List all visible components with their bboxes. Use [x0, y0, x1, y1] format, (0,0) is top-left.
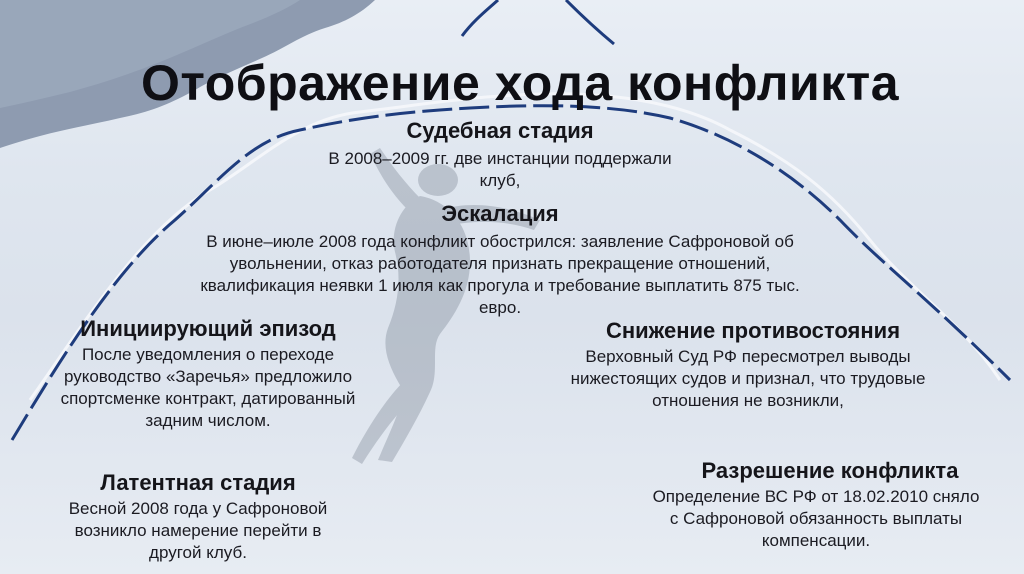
deescalation-line: отношения не возникли,	[652, 391, 844, 410]
judicial-stage-text	[240, 148, 760, 192]
deescalation-text	[508, 346, 988, 412]
resolution-line: компенсации.	[761, 531, 871, 550]
escalation-line: увольнении, отказ работодателя признать прекращение отношений,	[229, 254, 771, 273]
escalation-heading: Эскалация	[441, 201, 559, 226]
latent-stage-heading: Латентная стадия	[100, 470, 296, 495]
initiating-episode-text	[28, 344, 388, 432]
resolution-line: Определение ВС РФ от 18.02.2010 сняло	[652, 487, 980, 506]
resolution-text	[608, 486, 1024, 552]
top-line-left	[462, 0, 498, 36]
initiating-episode-heading: Инициирующий эпизод	[80, 316, 336, 341]
latent-stage-text	[28, 498, 368, 564]
deescalation-heading: Снижение противостояния	[605, 318, 901, 343]
latent-stage-line: другой клуб.	[149, 543, 247, 562]
slide-title: Отображение хода конфликта	[140, 55, 900, 111]
latent-stage-line: Весной 2008 года у Сафроновой	[68, 499, 328, 518]
escalation-line: евро.	[478, 298, 522, 317]
judicial-stage-line: В 2008–2009 гг. две инстанции поддержали	[328, 149, 672, 168]
deescalation-line: нижестоящих судов и признал, что трудовые	[570, 369, 926, 388]
escalation-line: квалификация неявки 1 июля как прогула и требование выплатить 875 тыс.	[200, 276, 800, 295]
escalation-text	[140, 231, 860, 319]
judicial-stage-heading: Судебная стадия	[406, 118, 594, 143]
resolution-line: с Сафроновой обязанность выплаты	[669, 509, 963, 528]
top-line-right	[566, 0, 614, 44]
judicial-stage-line: клуб,	[479, 171, 521, 190]
resolution-heading: Разрешение конфликта	[701, 458, 959, 483]
initiating-episode-line: руководство «Заречья» предложило	[63, 367, 353, 386]
escalation-line: В июне–июле 2008 года конфликт обострился: заявление Сафроновой об	[206, 232, 794, 251]
latent-stage-line: возникло намерение перейти в	[74, 521, 322, 540]
initiating-episode-line: спортсменке контракт, датированный	[60, 389, 356, 408]
deescalation-line: Верховный Суд РФ пересмотрел выводы	[585, 347, 911, 366]
initiating-episode-line: После уведомления о переходе	[81, 345, 335, 364]
initiating-episode-line: задним числом.	[145, 411, 271, 430]
